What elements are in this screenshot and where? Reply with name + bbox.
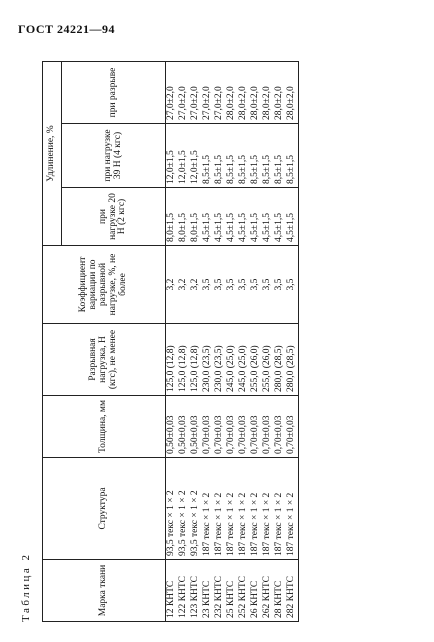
rotated-table-content <box>18 52 296 622</box>
cell-load: 125,0 (12,8) <box>166 324 178 396</box>
col-header-load: Разрывная нагрузка, Н (кгс), не менее <box>43 324 166 396</box>
cell-structure: 93,5 текс × 1 × 2 <box>166 458 178 560</box>
cell-thickness: 0,70±0,03 <box>274 396 286 458</box>
cell-brand: 232 КНТС <box>214 560 226 622</box>
cell-elong-39: 12,0±1,5 <box>190 124 202 188</box>
col-header-coef: Коэффициент вариации по разрывной нагрузке, %, не более <box>43 246 166 324</box>
cell-elong-break: 27,0±2,0 <box>202 61 214 123</box>
cell-structure: 187 текс × 1 × 2 <box>214 458 226 560</box>
cell-coef: 3,5 <box>226 246 238 324</box>
table-row <box>178 61 190 621</box>
cell-elong-20: 4,5±1,5 <box>286 188 298 246</box>
cell-load: 125,0 (12,8) <box>190 324 202 396</box>
data-table <box>42 61 299 622</box>
cell-structure: 187 текс × 1 × 2 <box>238 458 250 560</box>
cell-brand: 26 КНТС <box>250 560 262 622</box>
cell-elong-break: 28,0±2,0 <box>274 61 286 123</box>
cell-load: 230,0 (23,5) <box>214 324 226 396</box>
cell-thickness: 0,50±0,03 <box>178 396 190 458</box>
rotated-table-area <box>18 52 296 622</box>
cell-thickness: 0,70±0,03 <box>226 396 238 458</box>
cell-structure: 187 текс × 1 × 2 <box>262 458 274 560</box>
cell-elong-20: 4,5±1,5 <box>262 188 274 246</box>
table-row <box>166 61 178 621</box>
table-row <box>190 61 202 621</box>
table-body <box>166 61 299 621</box>
cell-load: 280,0 (28,5) <box>274 324 286 396</box>
cell-brand: 252 КНТС <box>238 560 250 622</box>
cell-elong-20: 8,0±1,5 <box>178 188 190 246</box>
cell-elong-20: 4,5±1,5 <box>226 188 238 246</box>
cell-elong-break: 28,0±2,0 <box>250 61 262 123</box>
cell-brand: 123 КНТС <box>190 560 202 622</box>
cell-elong-39: 8,5±1,5 <box>250 124 262 188</box>
cell-coef: 3,5 <box>262 246 274 324</box>
cell-elong-break: 28,0±2,0 <box>262 61 274 123</box>
table-row <box>202 61 214 621</box>
cell-structure: 187 текс × 1 × 2 <box>274 458 286 560</box>
cell-thickness: 0,70±0,03 <box>250 396 262 458</box>
cell-elong-39: 8,5±1,5 <box>238 124 250 188</box>
cell-coef: 3,5 <box>274 246 286 324</box>
cell-elong-20: 8,0±1,5 <box>166 188 178 246</box>
cell-thickness: 0,70±0,03 <box>214 396 226 458</box>
cell-elong-20: 4,5±1,5 <box>202 188 214 246</box>
cell-load: 255,0 (26,0) <box>250 324 262 396</box>
col-header-elongation: Удлинение, % <box>43 61 62 245</box>
cell-brand: 282 КНТС <box>286 560 298 622</box>
cell-structure: 187 текс × 1 × 2 <box>250 458 262 560</box>
table-row <box>226 61 238 621</box>
cell-elong-39: 12,0±1,5 <box>178 124 190 188</box>
cell-coef: 3,5 <box>286 246 298 324</box>
cell-elong-20: 4,5±1,5 <box>250 188 262 246</box>
table-row <box>262 61 274 621</box>
cell-elong-20: 4,5±1,5 <box>214 188 226 246</box>
cell-structure: 187 текс × 1 × 2 <box>226 458 238 560</box>
cell-structure: 187 текс × 1 × 2 <box>202 458 214 560</box>
cell-thickness: 0,70±0,03 <box>286 396 298 458</box>
cell-elong-39: 8,5±1,5 <box>226 124 238 188</box>
cell-thickness: 0,70±0,03 <box>202 396 214 458</box>
cell-coef: 3,2 <box>178 246 190 324</box>
cell-elong-break: 27,0±2,0 <box>178 61 190 123</box>
col-header-elong-39: при нагрузке 39 Н (4 кгс) <box>62 124 166 188</box>
cell-structure: 93,5 текс × 1 × 2 <box>190 458 202 560</box>
cell-coef: 3,5 <box>214 246 226 324</box>
header-row-1 <box>43 61 62 621</box>
cell-elong-break: 27,0±2,0 <box>190 61 202 123</box>
cell-thickness: 0,50±0,03 <box>190 396 202 458</box>
cell-elong-break: 28,0±2,0 <box>226 61 238 123</box>
cell-coef: 3,5 <box>250 246 262 324</box>
cell-elong-39: 8,5±1,5 <box>202 124 214 188</box>
cell-elong-20: 4,5±1,5 <box>238 188 250 246</box>
cell-brand: 12 КНТС <box>166 560 178 622</box>
cell-elong-39: 8,5±1,5 <box>274 124 286 188</box>
cell-brand: 23 КНТС <box>202 560 214 622</box>
cell-elong-break: 28,0±2,0 <box>238 61 250 123</box>
cell-brand: 262 КНТС <box>262 560 274 622</box>
cell-load: 255,0 (26,0) <box>262 324 274 396</box>
cell-brand: 122 КНТС <box>178 560 190 622</box>
cell-brand: 28 КНТС <box>274 560 286 622</box>
table-caption: Таблица 2 <box>20 552 32 622</box>
cell-coef: 3,5 <box>202 246 214 324</box>
cell-brand: 25 КНТС <box>226 560 238 622</box>
page-header: ГОСТ 24221—94 <box>18 22 115 36</box>
cell-elong-break: 28,0±2,0 <box>286 61 298 123</box>
cell-elong-39: 12,0±1,5 <box>166 124 178 188</box>
cell-load: 245,0 (25,0) <box>238 324 250 396</box>
col-header-elong-20: при нагрузке 20 Н (2 кгс) <box>62 188 166 246</box>
cell-load: 125,0 (12,8) <box>178 324 190 396</box>
cell-thickness: 0,70±0,03 <box>238 396 250 458</box>
cell-thickness: 0,70±0,03 <box>262 396 274 458</box>
table-row <box>286 61 298 621</box>
cell-elong-39: 8,5±1,5 <box>262 124 274 188</box>
cell-elong-39: 8,5±1,5 <box>214 124 226 188</box>
cell-elong-39: 8,5±1,5 <box>286 124 298 188</box>
cell-load: 280,0 (28,5) <box>286 324 298 396</box>
cell-thickness: 0,50±0,03 <box>166 396 178 458</box>
cell-coef: 3,2 <box>190 246 202 324</box>
col-header-structure: Структура <box>43 458 166 560</box>
cell-load: 245,0 (25,0) <box>226 324 238 396</box>
cell-structure: 187 текс × 1 × 2 <box>286 458 298 560</box>
cell-elong-break: 27,0±2,0 <box>166 61 178 123</box>
table-row <box>274 61 286 621</box>
col-header-elong-break: при разрыве <box>62 61 166 123</box>
cell-load: 230,0 (23,5) <box>202 324 214 396</box>
col-header-thickness: Толщина, мм <box>43 396 166 458</box>
table-row <box>238 61 250 621</box>
table-row <box>214 61 226 621</box>
col-header-brand: Марка ткани <box>43 560 166 622</box>
cell-elong-break: 27,0±2,0 <box>214 61 226 123</box>
table-row <box>250 61 262 621</box>
cell-coef: 3,2 <box>166 246 178 324</box>
cell-elong-20: 8,0±1,5 <box>190 188 202 246</box>
cell-coef: 3,5 <box>238 246 250 324</box>
cell-structure: 93,5 текс × 1 × 2 <box>178 458 190 560</box>
cell-elong-20: 4,5±1,5 <box>274 188 286 246</box>
